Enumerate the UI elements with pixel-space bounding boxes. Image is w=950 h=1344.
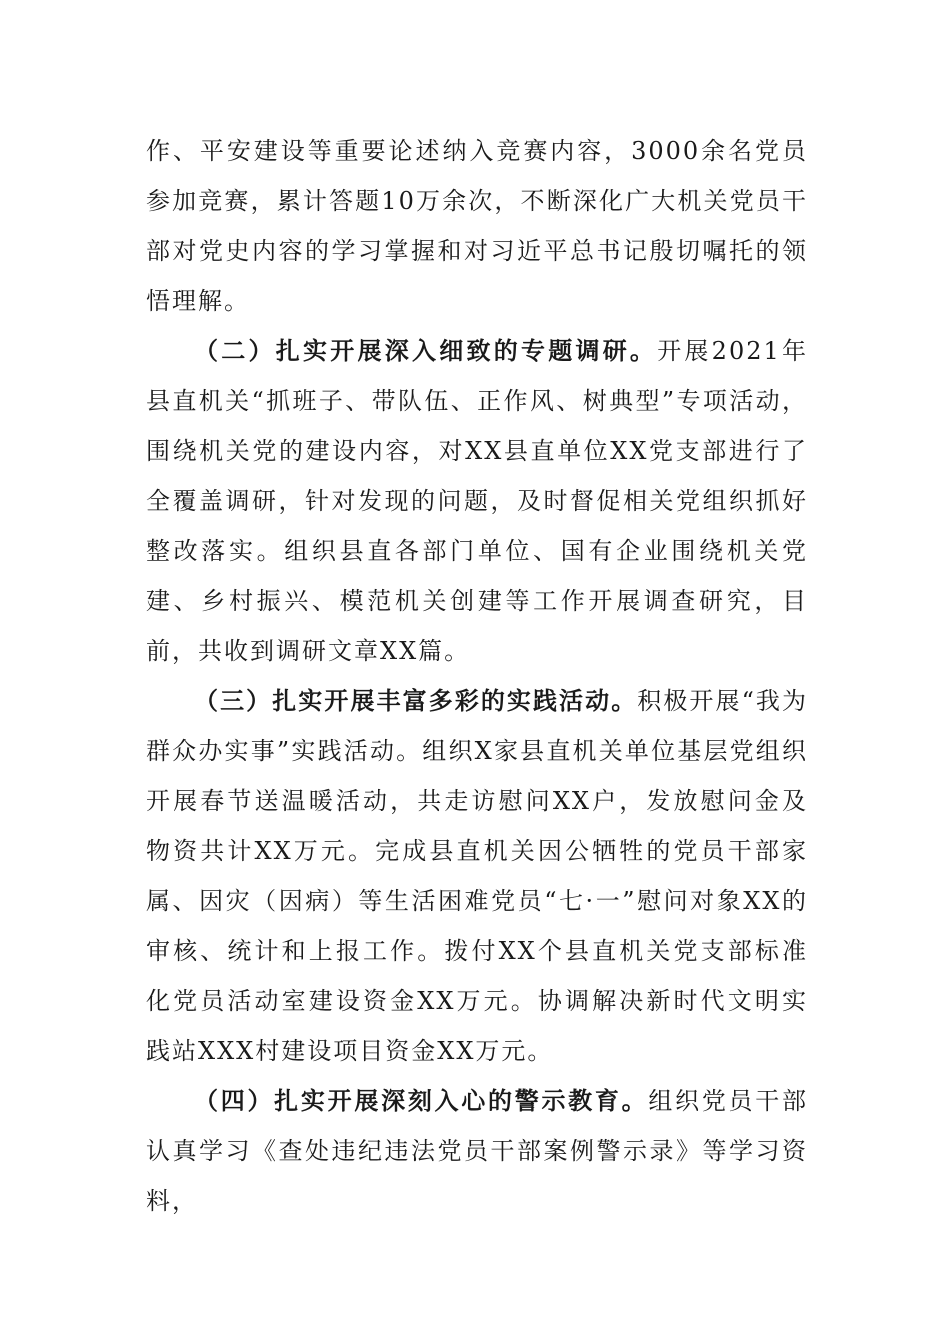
- paragraph-text: 作、平安建设等重要论述纳入竞赛内容，3000余名党员参加竞赛，累计答题10万余次，不断深化广大机关党员干部对党史内容的学习掌握和对习近平总书记殷切嘱托的领悟理解。: [146, 137, 808, 315]
- paragraph-heading: （二）扎实开展深入细致的专题调研。: [194, 336, 658, 365]
- paragraph-continuation: [146, 126, 808, 326]
- paragraph-heading: （四）扎实开展深刻入心的警示教育。: [194, 1086, 649, 1115]
- paragraph-text: 积极开展“我为群众办实事”实践活动。组织X家县直机关单位基层党组织开展春节送温暖活动，共走访慰问XX户，发放慰问金及物资共计XX万元。完成县直机关因公牺牲的党员干部家属、因灾（因病）等生活困难党员“七·一”慰问对象XX的审核、统计和上报工作。拨付XX个县直机关党支部标准化党员活动室建设资金XX万元。协调解决新时代文明实践站XXX村建设项目资金XX万元。: [146, 687, 808, 1065]
- paragraph-warning-education: [146, 1076, 808, 1226]
- paragraph-text: 开展2021年县直机关“抓班子、带队伍、正作风、树典型”专项活动，围绕机关党的建设内容，对XX县直单位XX党支部进行了全覆盖调研，针对发现的问题，及时督促相关党组织抓好整改落实。组织县直各部门单位、国有企业围绕机关党建、乡村振兴、模范机关创建等工作开展调查研究，目前，共收到调研文章XX篇。: [146, 337, 809, 665]
- document-body: [146, 126, 808, 1226]
- paragraph-text: 组织党员干部认真学习《查处违纪违法党员干部案例警示录》等学习资料，: [146, 1087, 809, 1215]
- paragraph-practice: [146, 676, 808, 1076]
- paragraph-heading: （三）扎实开展丰富多彩的实践活动。: [194, 686, 638, 715]
- paragraph-research: [146, 326, 808, 676]
